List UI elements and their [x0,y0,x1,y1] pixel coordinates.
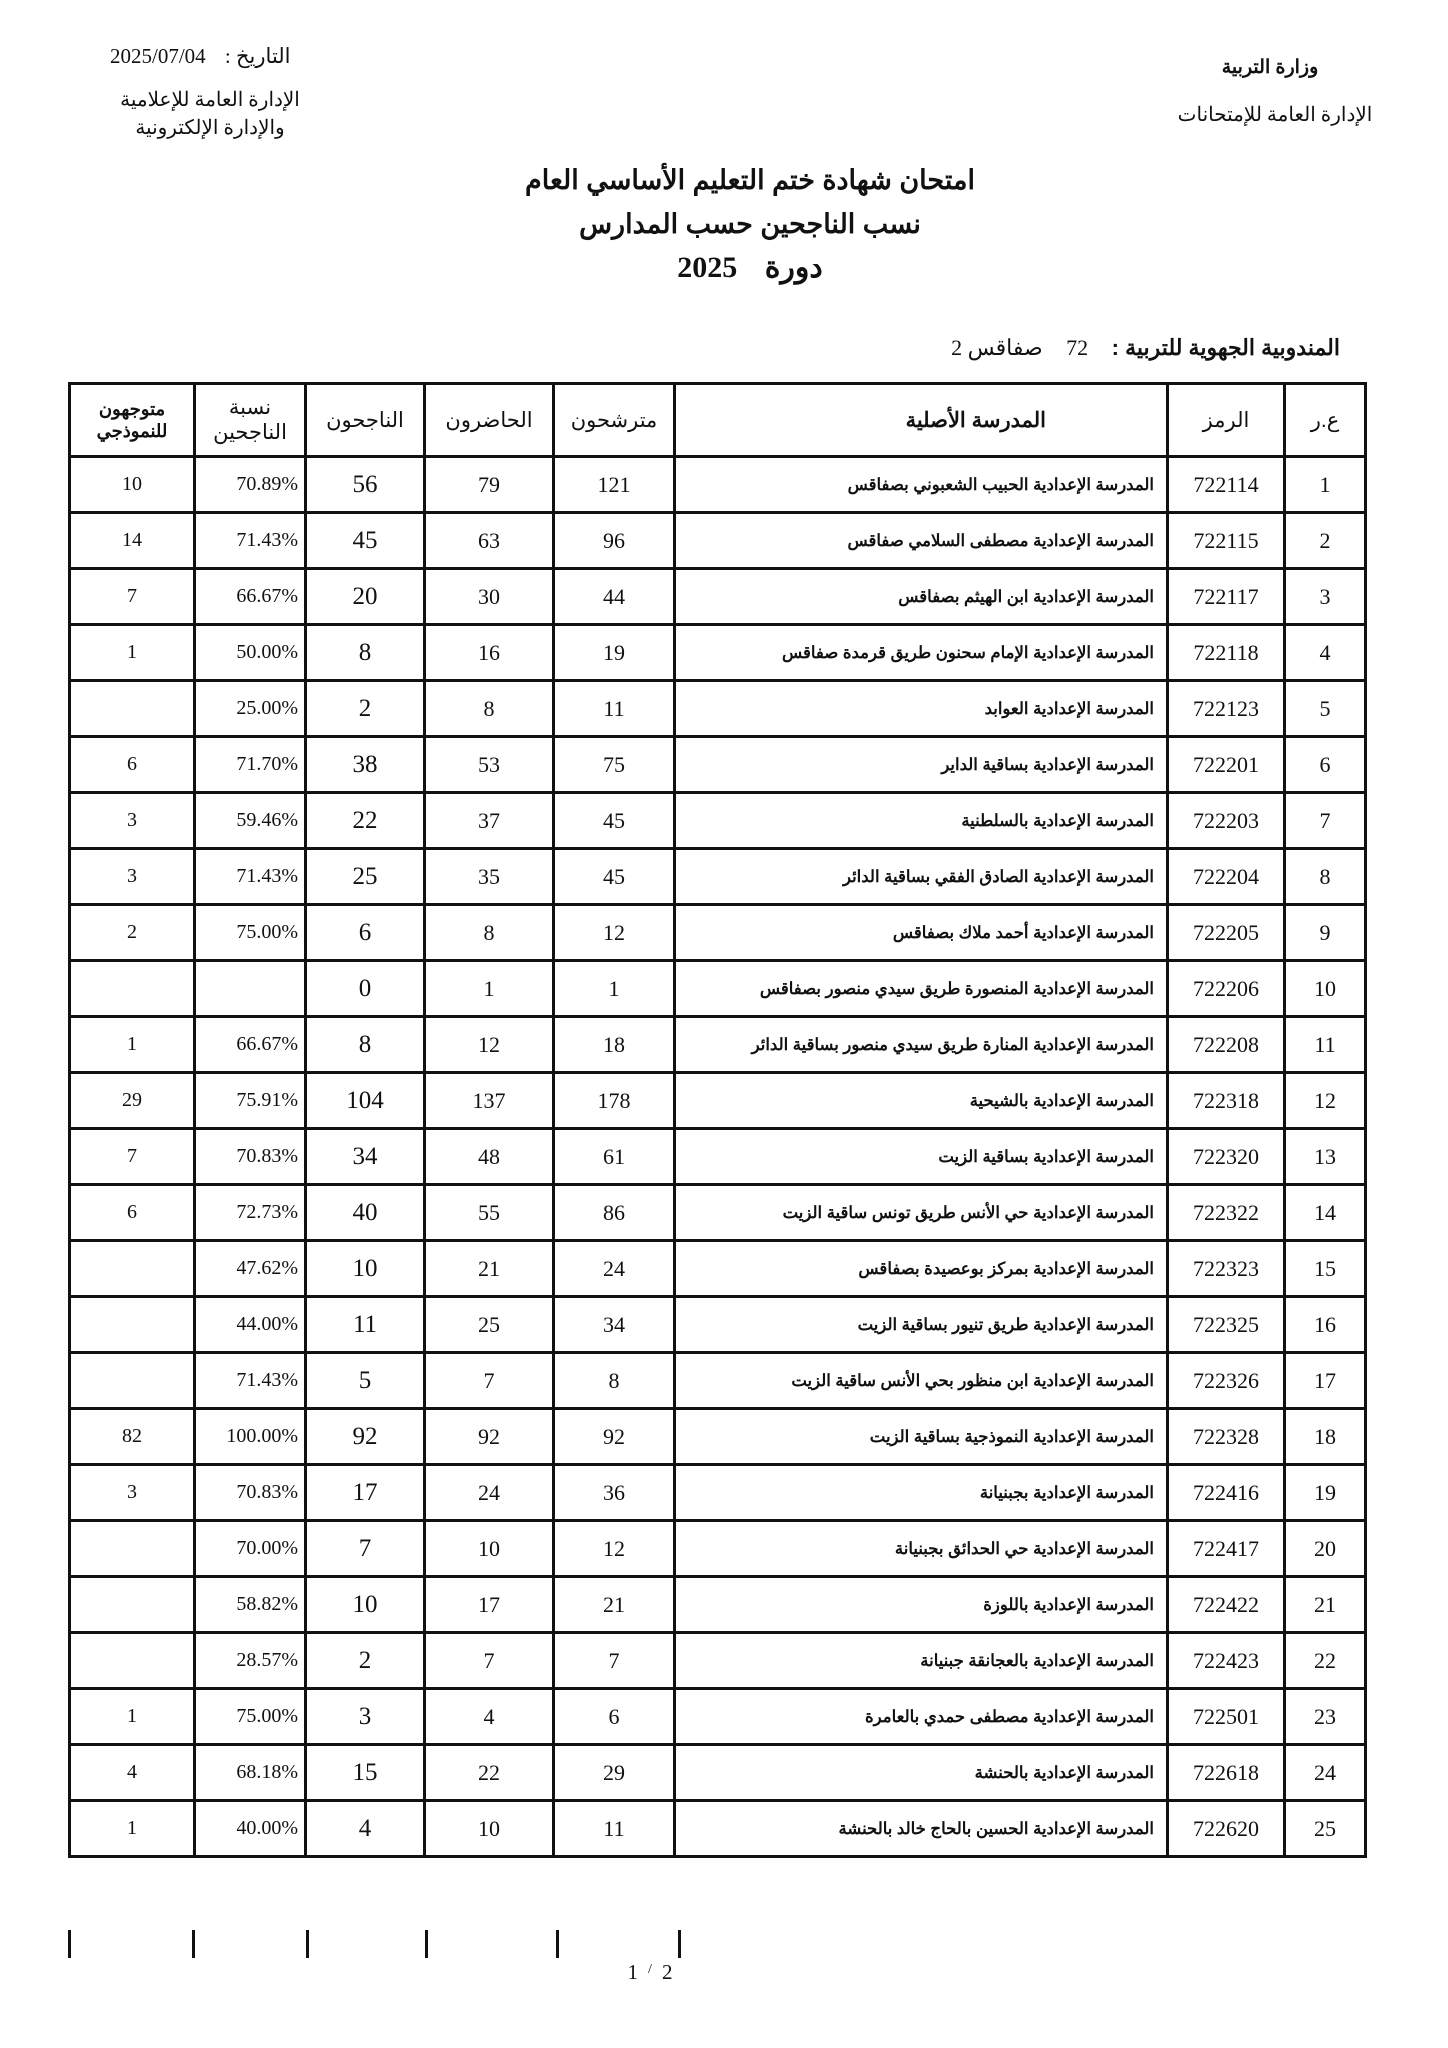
cell-passed: 2 [306,1633,425,1689]
cell-candidates: 24 [554,1241,675,1297]
cell-candidates: 45 [554,793,675,849]
cell-school: المدرسة الإعدادية بجبنيانة [675,1465,1168,1521]
cell-rate: 47.62% [195,1241,306,1297]
region-label: المندوبية الجهوية للتربية : [1111,335,1340,360]
region-code: 72 [1066,335,1089,360]
cell-candidates: 8 [554,1353,675,1409]
cell-passed: 40 [306,1185,425,1241]
cell-present: 79 [425,457,554,513]
cell-code: 722118 [1168,625,1285,681]
cell-school: المدرسة الإعدادية العوابد [675,681,1168,737]
cell-rate: 59.46% [195,793,306,849]
cell-candidates: 96 [554,513,675,569]
cell-school: المدرسة الإعدادية الصادق الفقي بساقية الدائر [675,849,1168,905]
cell-rate: 70.00% [195,1521,306,1577]
document-title [400,158,1100,290]
cell-code: 722320 [1168,1129,1285,1185]
cell-model [70,1241,195,1297]
cell-candidates: 11 [554,681,675,737]
cell-passed: 10 [306,1577,425,1633]
cell-num: 10 [1285,961,1366,1017]
col-header-school-label: المدرسة الأصلية [905,408,1046,432]
table-header-row [70,384,1366,457]
cell-passed: 25 [306,849,425,905]
cell-school: المدرسة الإعدادية بالسلطنية [675,793,1168,849]
cell-num: 13 [1285,1129,1366,1185]
cell-school: المدرسة الإعدادية الإمام سحنون طريق قرمدة صفاقس [675,625,1168,681]
cell-code: 722318 [1168,1073,1285,1129]
cell-school: المدرسة الإعدادية بمركز بوعصيدة بصفاقس [675,1241,1168,1297]
cell-present: 8 [425,905,554,961]
cell-rate: 71.43% [195,849,306,905]
page-total: 2 [661,1960,673,1984]
cell-passed: 7 [306,1521,425,1577]
table-row [70,457,1366,513]
table-tail-line [192,1930,195,1958]
cell-rate [195,961,306,1017]
date-label: التاريخ : [224,44,291,68]
cell-candidates: 7 [554,1633,675,1689]
table-row [70,737,1366,793]
cell-present: 12 [425,1017,554,1073]
cell-rate: 71.43% [195,1353,306,1409]
cell-school: المدرسة الإعدادية باللوزة [675,1577,1168,1633]
cell-present: 4 [425,1689,554,1745]
cell-rate: 75.00% [195,1689,306,1745]
cell-code: 722618 [1168,1745,1285,1801]
cell-present: 7 [425,1353,554,1409]
cell-num: 3 [1285,569,1366,625]
table-tail-line [306,1930,309,1958]
cell-school: المدرسة الإعدادية مصطفى السلامي صفاقس [675,513,1168,569]
cell-model: 6 [70,1185,195,1241]
cell-code: 722501 [1168,1689,1285,1745]
table-tail-line [68,1930,71,1958]
cell-model: 2 [70,905,195,961]
cell-candidates: 6 [554,1689,675,1745]
col-header-present: الحاضرون [425,384,554,457]
table-row [70,1353,1366,1409]
cell-present: 21 [425,1241,554,1297]
table-row [70,1465,1366,1521]
cell-present: 48 [425,1129,554,1185]
cell-code: 722423 [1168,1633,1285,1689]
cell-present: 16 [425,625,554,681]
cell-passed: 3 [306,1689,425,1745]
cell-candidates: 178 [554,1073,675,1129]
cell-school: المدرسة الإعدادية بالحنشة [675,1745,1168,1801]
cell-num: 11 [1285,1017,1366,1073]
cell-candidates: 36 [554,1465,675,1521]
cell-code: 722205 [1168,905,1285,961]
cell-present: 22 [425,1745,554,1801]
cell-school: المدرسة الإعدادية طريق تنيور بساقية الزيت [675,1297,1168,1353]
table-row [70,513,1366,569]
table-row [70,1745,1366,1801]
cell-present: 137 [425,1073,554,1129]
cell-rate: 66.67% [195,1017,306,1073]
issuing-department [90,86,330,142]
cell-present: 8 [425,681,554,737]
page-current: 1 [627,1960,639,1984]
cell-model: 1 [70,1689,195,1745]
table-row [70,681,1366,737]
cell-rate: 75.91% [195,1073,306,1129]
cell-num: 23 [1285,1689,1366,1745]
cell-model: 4 [70,1745,195,1801]
cell-candidates: 11 [554,1801,675,1857]
table-row [70,1689,1366,1745]
table-row [70,1073,1366,1129]
department-line-1: الإدارة العامة للإعلامية [120,89,300,111]
cell-rate: 71.70% [195,737,306,793]
table-row [70,1297,1366,1353]
cell-model: 3 [70,1465,195,1521]
cell-passed: 92 [306,1409,425,1465]
table-row [70,625,1366,681]
cell-model [70,681,195,737]
col-header-model-line-2: للنموذجي [96,421,168,441]
cell-code: 722422 [1168,1577,1285,1633]
cell-present: 55 [425,1185,554,1241]
cell-code: 722208 [1168,1017,1285,1073]
cell-rate: 70.83% [195,1465,306,1521]
results-table [68,382,1367,1858]
cell-passed: 22 [306,793,425,849]
cell-passed: 17 [306,1465,425,1521]
col-header-rate-line-1: نسبة [228,396,272,419]
regional-directorate [951,335,1340,361]
cell-rate: 44.00% [195,1297,306,1353]
cell-num: 24 [1285,1745,1366,1801]
cell-num: 9 [1285,905,1366,961]
table-row [70,905,1366,961]
cell-passed: 8 [306,1017,425,1073]
cell-candidates: 29 [554,1745,675,1801]
cell-present: 25 [425,1297,554,1353]
cell-school: المدرسة الإعدادية بساقية الزيت [675,1129,1168,1185]
cell-rate: 68.18% [195,1745,306,1801]
cell-school: المدرسة الإعدادية المنارة طريق سيدي منصور بساقية الدائر [675,1017,1168,1073]
cell-code: 722204 [1168,849,1285,905]
exams-department: الإدارة العامة للإمتحانات [1177,104,1373,126]
table-row [70,793,1366,849]
table-row [70,849,1366,905]
cell-code: 722117 [1168,569,1285,625]
session [400,246,1100,290]
cell-model: 7 [70,1129,195,1185]
cell-code: 722620 [1168,1801,1285,1857]
cell-rate: 28.57% [195,1633,306,1689]
cell-rate: 50.00% [195,625,306,681]
cell-candidates: 1 [554,961,675,1017]
table-row [70,569,1366,625]
cell-candidates: 45 [554,849,675,905]
cell-present: 35 [425,849,554,905]
cell-candidates: 12 [554,905,675,961]
cell-passed: 2 [306,681,425,737]
cell-passed: 56 [306,457,425,513]
cell-num: 6 [1285,737,1366,793]
cell-num: 19 [1285,1465,1366,1521]
table-tail-line [556,1930,559,1958]
cell-model: 3 [70,793,195,849]
cell-rate: 25.00% [195,681,306,737]
cell-rate: 70.83% [195,1129,306,1185]
cell-school: المدرسة الإعدادية بالشيحية [675,1073,1168,1129]
cell-school: المدرسة الإعدادية النموذجية بساقية الزيت [675,1409,1168,1465]
cell-school: المدرسة الإعدادية بالعجانقة جبنيانة [675,1633,1168,1689]
cell-candidates: 44 [554,569,675,625]
cell-present: 7 [425,1633,554,1689]
title-line-2: نسب الناجحين حسب المدارس [579,209,921,239]
cell-passed: 10 [306,1241,425,1297]
cell-candidates: 86 [554,1185,675,1241]
cell-num: 8 [1285,849,1366,905]
cell-model: 6 [70,737,195,793]
cell-candidates: 92 [554,1409,675,1465]
cell-model: 1 [70,1801,195,1857]
cell-num: 22 [1285,1633,1366,1689]
cell-num: 16 [1285,1297,1366,1353]
cell-candidates: 21 [554,1577,675,1633]
cell-num: 12 [1285,1073,1366,1129]
cell-candidates: 18 [554,1017,675,1073]
cell-model: 82 [70,1409,195,1465]
cell-candidates: 34 [554,1297,675,1353]
cell-model [70,1521,195,1577]
cell-num: 1 [1285,457,1366,513]
cell-passed: 6 [306,905,425,961]
cell-num: 4 [1285,625,1366,681]
cell-code: 722328 [1168,1409,1285,1465]
table-row [70,1017,1366,1073]
cell-num: 5 [1285,681,1366,737]
cell-present: 63 [425,513,554,569]
region-name: صفاقس 2 [951,335,1043,360]
col-header-candidates: مترشحون [554,384,675,457]
cell-code: 722114 [1168,457,1285,513]
cell-model [70,1577,195,1633]
cell-code: 722201 [1168,737,1285,793]
cell-school: المدرسة الإعدادية مصطفى حمدي بالعامرة [675,1689,1168,1745]
cell-rate: 58.82% [195,1577,306,1633]
table-row [70,961,1366,1017]
col-header-school [675,384,1168,457]
table-row [70,1801,1366,1857]
cell-model: 1 [70,625,195,681]
cell-candidates: 19 [554,625,675,681]
table-row [70,1129,1366,1185]
cell-candidates: 75 [554,737,675,793]
department-line-2: والإدارة الإلكترونية [135,117,285,139]
cell-num: 18 [1285,1409,1366,1465]
cell-model: 10 [70,457,195,513]
cell-code: 722326 [1168,1353,1285,1409]
cell-candidates: 61 [554,1129,675,1185]
cell-present: 53 [425,737,554,793]
cell-school: المدرسة الإعدادية المنصورة طريق سيدي منصور بصفاقس [675,961,1168,1017]
cell-passed: 45 [306,513,425,569]
table-tail-line [678,1930,681,1958]
page-separator: / [648,1962,652,1977]
table-row [70,1409,1366,1465]
cell-candidates: 121 [554,457,675,513]
cell-num: 2 [1285,513,1366,569]
table-row [70,1633,1366,1689]
cell-passed: 15 [306,1745,425,1801]
cell-code: 722206 [1168,961,1285,1017]
col-header-model [70,384,195,457]
col-header-rate-line-2: الناجحين [213,421,287,444]
cell-rate: 75.00% [195,905,306,961]
cell-school: المدرسة الإعدادية الحبيب الشعبوني بصفاقس [675,457,1168,513]
cell-rate: 72.73% [195,1185,306,1241]
cell-present: 10 [425,1521,554,1577]
cell-model: 29 [70,1073,195,1129]
col-header-code: الرمز [1168,384,1285,457]
cell-school: المدرسة الإعدادية ابن منظور بحي الأنس ساقية الزيت [675,1353,1168,1409]
cell-present: 92 [425,1409,554,1465]
col-header-model-line-1: متوجهون [98,399,166,419]
cell-present: 17 [425,1577,554,1633]
cell-school: المدرسة الإعدادية حي الأنس طريق تونس ساقية الزيت [675,1185,1168,1241]
cell-rate: 100.00% [195,1409,306,1465]
report-date [110,44,330,69]
col-header-passed: الناجحون [306,384,425,457]
cell-num: 15 [1285,1241,1366,1297]
cell-num: 20 [1285,1521,1366,1577]
cell-code: 722417 [1168,1521,1285,1577]
cell-code: 722203 [1168,793,1285,849]
cell-passed: 20 [306,569,425,625]
page-number [600,1960,700,1985]
session-year: 2025 [677,251,738,284]
cell-present: 1 [425,961,554,1017]
col-header-rate [195,384,306,457]
cell-present: 37 [425,793,554,849]
cell-model [70,1633,195,1689]
table-row [70,1577,1366,1633]
table-row [70,1241,1366,1297]
cell-code: 722322 [1168,1185,1285,1241]
cell-model [70,1353,195,1409]
cell-present: 30 [425,569,554,625]
cell-num: 14 [1285,1185,1366,1241]
cell-passed: 4 [306,1801,425,1857]
ministry-name: وزارة التربية [1221,57,1319,78]
cell-model: 7 [70,569,195,625]
cell-passed: 104 [306,1073,425,1129]
table-row [70,1185,1366,1241]
cell-code: 722325 [1168,1297,1285,1353]
cell-rate: 40.00% [195,1801,306,1857]
cell-school: المدرسة الإعدادية الحسين بالحاج خالد بالحنشة [675,1801,1168,1857]
session-label: دورة [764,251,823,284]
cell-code: 722123 [1168,681,1285,737]
table-tail-line [425,1930,428,1958]
date-value: 2025/07/04 [110,44,206,68]
cell-rate: 71.43% [195,513,306,569]
cell-num: 17 [1285,1353,1366,1409]
cell-model: 14 [70,513,195,569]
cell-candidates: 12 [554,1521,675,1577]
cell-model: 3 [70,849,195,905]
table-row [70,1521,1366,1577]
cell-passed: 11 [306,1297,425,1353]
cell-model: 1 [70,1017,195,1073]
cell-rate: 66.67% [195,569,306,625]
cell-school: المدرسة الإعدادية أحمد ملاك بصفاقس [675,905,1168,961]
cell-school: المدرسة الإعدادية ابن الهيثم بصفاقس [675,569,1168,625]
cell-code: 722416 [1168,1465,1285,1521]
cell-passed: 34 [306,1129,425,1185]
cell-passed: 38 [306,737,425,793]
cell-rate: 70.89% [195,457,306,513]
cell-present: 24 [425,1465,554,1521]
cell-school: المدرسة الإعدادية بساقية الداير [675,737,1168,793]
cell-present: 10 [425,1801,554,1857]
cell-passed: 8 [306,625,425,681]
cell-num: 21 [1285,1577,1366,1633]
cell-code: 722323 [1168,1241,1285,1297]
cell-num: 7 [1285,793,1366,849]
title-line-1: امتحان شهادة ختم التعليم الأساسي العام [525,165,975,195]
cell-passed: 5 [306,1353,425,1409]
cell-model [70,961,195,1017]
cell-school: المدرسة الإعدادية حي الحدائق بجبنيانة [675,1521,1168,1577]
cell-passed: 0 [306,961,425,1017]
col-header-num: ع.ر [1285,384,1366,457]
cell-num: 25 [1285,1801,1366,1857]
cell-model [70,1297,195,1353]
cell-code: 722115 [1168,513,1285,569]
